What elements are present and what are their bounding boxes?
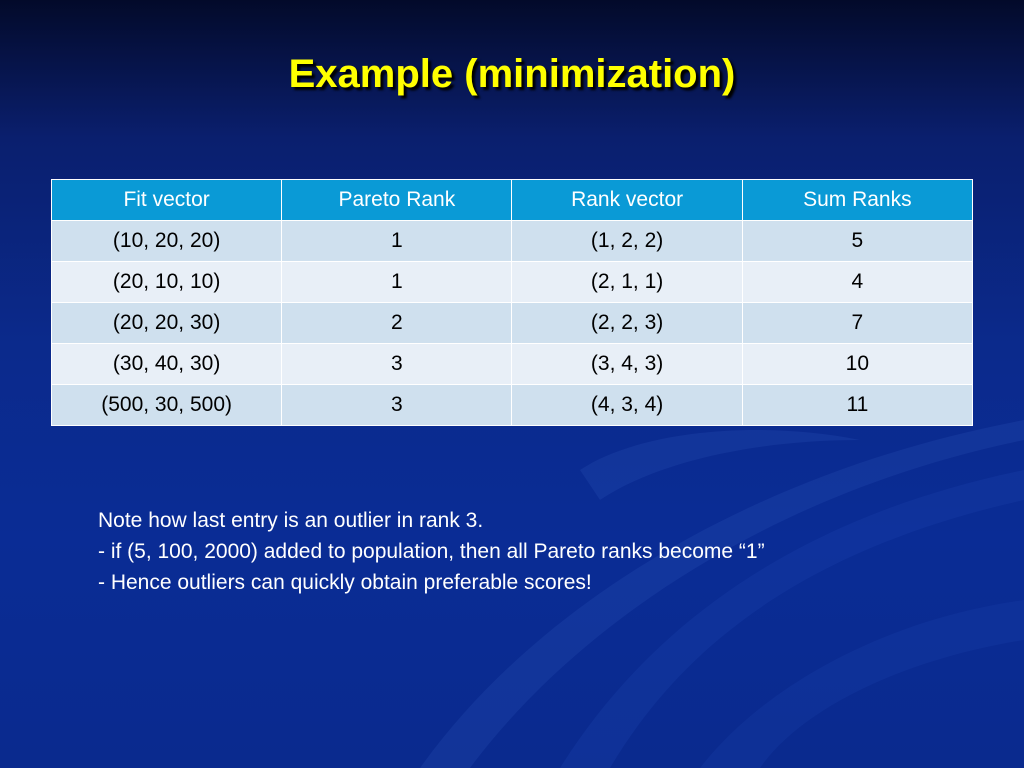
cell-sum-ranks: 10 [742, 344, 972, 385]
note-line: - Hence outliers can quickly obtain preferable scores! [98, 571, 592, 594]
slide-title: Example (minimization) [288, 52, 736, 96]
cell-pareto-rank: 3 [282, 344, 512, 385]
cell-rank-vector: (1, 2, 2) [512, 221, 742, 262]
cell-sum-ranks: 7 [742, 303, 972, 344]
cell-fit-vector: (20, 10, 10) [52, 262, 282, 303]
note-text-block [98, 505, 978, 598]
cell-fit-vector: (20, 20, 30) [52, 303, 282, 344]
pareto-rank-table [51, 179, 973, 426]
header-sum-ranks: Sum Ranks [742, 180, 972, 221]
cell-rank-vector: (3, 4, 3) [512, 344, 742, 385]
cell-rank-vector: (2, 2, 3) [512, 303, 742, 344]
cell-pareto-rank: 2 [282, 303, 512, 344]
cell-sum-ranks: 4 [742, 262, 972, 303]
table-row [52, 385, 973, 426]
table-row [52, 303, 973, 344]
cell-rank-vector: (4, 3, 4) [512, 385, 742, 426]
cell-pareto-rank: 3 [282, 385, 512, 426]
cell-sum-ranks: 5 [742, 221, 972, 262]
note-line: - if (5, 100, 2000) added to population, then all Pareto ranks become “1” [98, 540, 765, 563]
table-row [52, 344, 973, 385]
cell-sum-ranks: 11 [742, 385, 972, 426]
note-line: Note how last entry is an outlier in rank 3. [98, 509, 484, 532]
cell-fit-vector: (500, 30, 500) [52, 385, 282, 426]
cell-pareto-rank: 1 [282, 221, 512, 262]
cell-rank-vector: (2, 1, 1) [512, 262, 742, 303]
cell-pareto-rank: 1 [282, 262, 512, 303]
table-row [52, 262, 973, 303]
table-row [52, 221, 973, 262]
cell-fit-vector: (10, 20, 20) [52, 221, 282, 262]
table-header-row [52, 180, 973, 221]
header-pareto-rank: Pareto Rank [282, 180, 512, 221]
header-rank-vector: Rank vector [512, 180, 742, 221]
cell-fit-vector: (30, 40, 30) [52, 344, 282, 385]
header-fit-vector: Fit vector [52, 180, 282, 221]
